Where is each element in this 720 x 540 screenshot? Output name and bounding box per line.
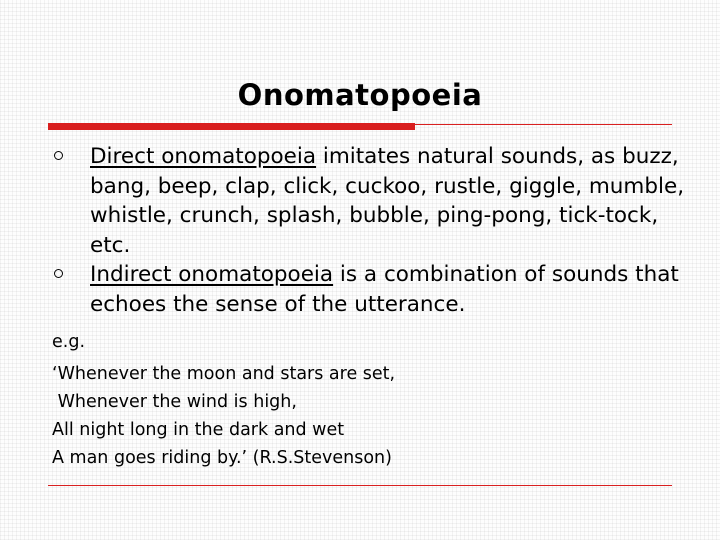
poem-line: Whenever the wind is high,: [52, 392, 297, 412]
bullet-list: [52, 142, 692, 319]
slide-title: Onomatopoeia: [237, 78, 483, 112]
bullet-term: Indirect onomatopoeia: [90, 262, 334, 287]
footer-divider-line: [48, 485, 672, 486]
poem-line: All night long in the dark and wet: [52, 420, 345, 440]
bullet-item: [52, 142, 692, 260]
hollow-circle-bullet-icon: [54, 151, 63, 160]
example-label: e.g.: [52, 332, 86, 352]
bullet-text: [90, 142, 692, 260]
bullet-item: [52, 260, 692, 319]
bullet-description: imitates natural sounds, as buzz, bang, beep, clap, click, cuckoo, rustle, giggle, mumble, whistle, crunch, splash, bubble, ping-pong, tick-tock, etc.: [90, 144, 685, 258]
poem-quote: [52, 360, 395, 472]
bullet-term: Direct onomatopoeia: [90, 144, 317, 169]
poem-line: A man goes riding by.’ (R.S.Stevenson): [52, 448, 392, 468]
bullet-description: is a combination of sounds that echoes the sense of the utterance.: [90, 262, 679, 317]
poem-line: ‘Whenever the moon and stars are set,: [52, 364, 396, 384]
title-accent-bar: [48, 123, 415, 130]
bullet-text: [90, 260, 692, 319]
hollow-circle-bullet-icon: [54, 269, 63, 278]
